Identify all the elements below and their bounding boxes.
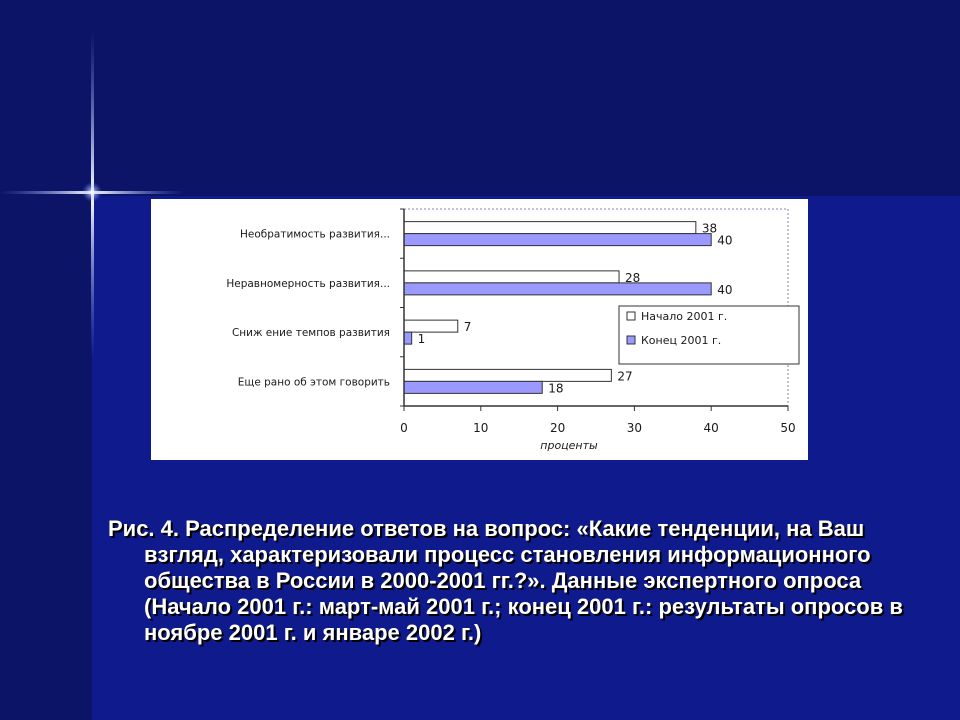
value-label: 40 bbox=[717, 233, 733, 248]
x-tick-label: 20 bbox=[549, 421, 566, 435]
bar-series-1 bbox=[404, 369, 611, 381]
x-tick-label: 10 bbox=[473, 421, 489, 435]
x-tick-label: 50 bbox=[780, 421, 796, 435]
x-tick-label: 0 bbox=[400, 421, 408, 435]
legend bbox=[619, 306, 799, 364]
slide-left-band bbox=[0, 0, 92, 720]
category-label: Необратимость развития... bbox=[239, 228, 390, 241]
bar-chart bbox=[151, 199, 808, 460]
category-label: Еще рано об этом говорить bbox=[237, 376, 390, 389]
bar-series-2 bbox=[404, 234, 711, 246]
bar-series-1 bbox=[404, 222, 696, 234]
value-label: 40 bbox=[717, 282, 733, 297]
value-label: 38 bbox=[701, 221, 718, 236]
bar-series-1 bbox=[404, 271, 619, 283]
legend-entry: Начало 2001 г. bbox=[641, 310, 728, 323]
figure-caption: Рис. 4. Распределение ответов на вопрос: «Какие тенденции, на Ваш взгляд, характеризовали процесс становления информационного общества в России в 2000-2001 гг.?». Данные экспертного опроса (Начало 2001 г.: март-май 2001 г.; конец 2001 г.: результаты опросов в ноябре 2001 г. и январе 2002 г.) bbox=[108, 516, 903, 645]
value-label: 1 bbox=[417, 332, 426, 347]
legend-swatch bbox=[627, 312, 635, 320]
value-label: 28 bbox=[625, 270, 641, 285]
legend-swatch bbox=[627, 336, 635, 344]
slide-top-band bbox=[0, 0, 960, 196]
category-label: Неравномерность развития... bbox=[226, 277, 390, 290]
value-label: 27 bbox=[617, 369, 633, 384]
legend-entry: Конец 2001 г. bbox=[641, 334, 722, 347]
x-tick-label: 30 bbox=[626, 421, 643, 435]
bar-series-2 bbox=[404, 381, 542, 393]
value-label: 7 bbox=[463, 320, 472, 335]
value-label: 18 bbox=[548, 381, 564, 396]
chart-panel bbox=[151, 199, 808, 460]
x-tick-label: 40 bbox=[703, 421, 719, 435]
ticks-group bbox=[400, 406, 795, 435]
category-labels-group bbox=[226, 229, 390, 389]
category-label: Сниж ение темпов развития bbox=[231, 327, 390, 340]
bar-series-1 bbox=[404, 320, 458, 332]
x-axis-title: проценты bbox=[540, 439, 598, 452]
bar-series-2 bbox=[404, 283, 711, 295]
bar-series-2 bbox=[404, 332, 412, 344]
